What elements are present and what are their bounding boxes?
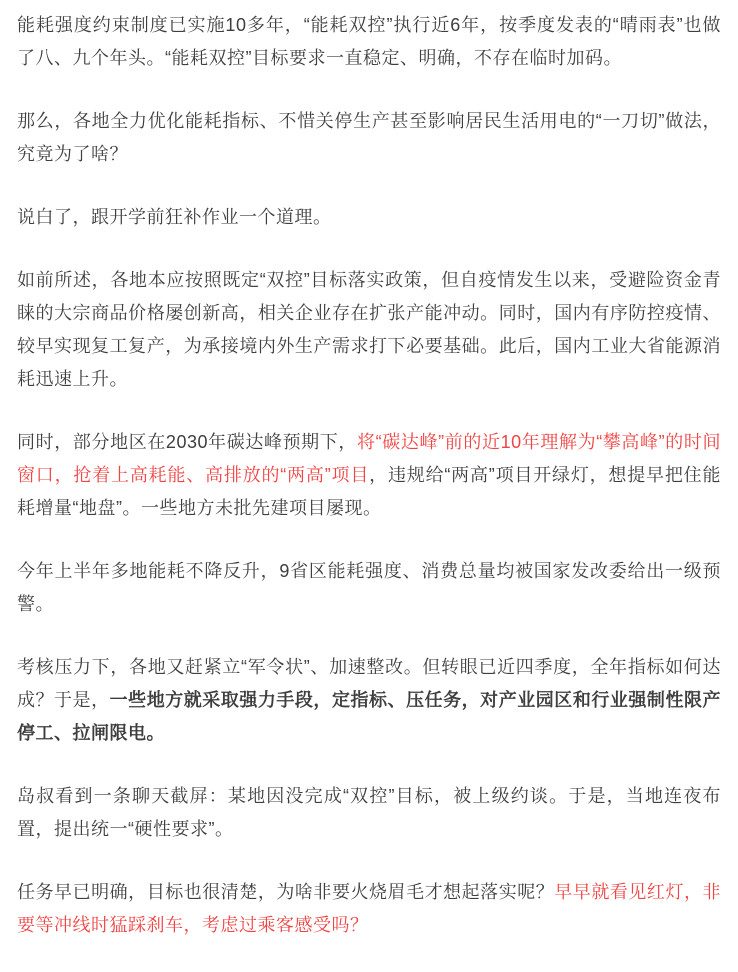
- paragraph: [17, 9, 721, 75]
- body-text-run: 任务早已明确，目标也很清楚，为啥非要火烧眉毛才想起落实呢？: [17, 882, 555, 902]
- paragraph: [17, 555, 721, 621]
- body-text-run: 岛叔看到一条聊天截屏：某地因没完成“双控”目标，被上级约谈。于是，当地连夜布置，提出统一“硬性要求”。: [17, 786, 721, 839]
- body-text-run: 能耗强度约束制度已实施10多年，“能耗双控”执行近6年，按季度发表的“晴雨表”也做了八、九个年头。“能耗双控”目标要求一直稳定、明确，不存在临时加码。: [17, 15, 721, 68]
- paragraph: [17, 201, 721, 234]
- body-text-run: 那么，各地全力优化能耗指标、不惜关停生产甚至影响居民生活用电的“一刀切”做法，究竟为了啥？: [17, 111, 721, 164]
- body-text-run: 考核压力下，各地又赶紧立“军令状”、加速整改。但转眼已近四季度，全年指标如何达成？于是，: [17, 657, 721, 710]
- body-text-run: 说白了，跟开学前狂补作业一个道理。: [17, 207, 332, 227]
- paragraph: [17, 105, 721, 171]
- body-text-run: 同时，部分地区在2030年碳达峰预期下，: [17, 432, 358, 452]
- body-text-run: ，违规给“两高”项目开绿灯，想提早把住能耗增量“地盘”。一些地方未批先建项目屡现。: [17, 465, 721, 518]
- emphasis-red-text: 早早就看见红灯，非要等冲线时猛踩刹车，考虑过乘客感受吗？: [17, 882, 721, 935]
- body-text-run: 如前所述，各地本应按照既定“双控”目标落实政策，但自疫情发生以来，受避险资金青睐的大宗商品价格屡创新高，相关企业存在扩张产能冲动。同时，国内有序防控疫情、较早实现复工复产，为承接境内外生产需求打下必要基础。此后，国内工业大省能源消耗迅速上升。: [17, 270, 721, 389]
- body-text-run: 今年上半年多地能耗不降反升，9省区能耗强度、消费总量均被国家发改委给出一级预警。: [17, 561, 721, 614]
- paragraph: [17, 876, 721, 942]
- emphasis-bold-text: 一些地方就采取强力手段，定指标、压任务，对产业园区和行业强制性限产停工、拉闸限电。: [17, 690, 722, 743]
- paragraph: [17, 780, 721, 846]
- paragraph: [17, 426, 721, 525]
- paragraph: [17, 651, 721, 750]
- paragraph: [17, 264, 721, 396]
- emphasis-red-text: 将“碳达峰”前的近10年理解为“攀高峰”的时间窗口，抢着上高耗能、高排放的“两高”项目: [17, 432, 722, 485]
